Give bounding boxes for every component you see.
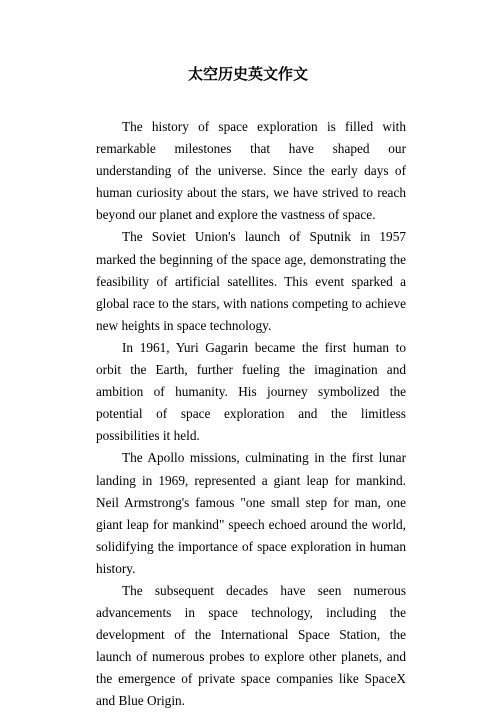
document-body [96,116,406,713]
paragraph-1: The history of space exploration is filled with remarkable milestones that have shaped our understanding of the universe. Since the early days of human curiosity about the stars, we have strived to reach beyond our planet and explore the vastness of space. [96,119,406,223]
paragraph-4: The Apollo missions, culminating in the first lunar landing in 1969, represented a giant leap for mankind. Neil Armstrong's famous "one small step for man, one giant leap for mankind" speech echoed around the world, solidifying the importance of space exploration in human history. [96,450,406,576]
document-title: 太空历史英文作文 [187,65,308,83]
paragraph-2: The Soviet Union's launch of Sputnik in 1957 marked the beginning of the space age, demonstrating the feasibility of artificial satellites. This event sparked a global race to the stars, with nations competing to achieve new heights in space technology. [96,229,406,333]
paragraph-3: In 1961, Yuri Gagarin became the first human to orbit the Earth, further fueling the imagination and ambition of humanity. His journey symbolized the potential of space exploration and the limitless possibilities it held. [96,339,406,444]
paragraph-5: The subsequent decades have seen numerous advancements in space technology, including the development of the International Space Station, the launch of numerous probes to explore other planets, and the emergence of private space companies like SpaceX and Blue Origin. [96,582,406,709]
